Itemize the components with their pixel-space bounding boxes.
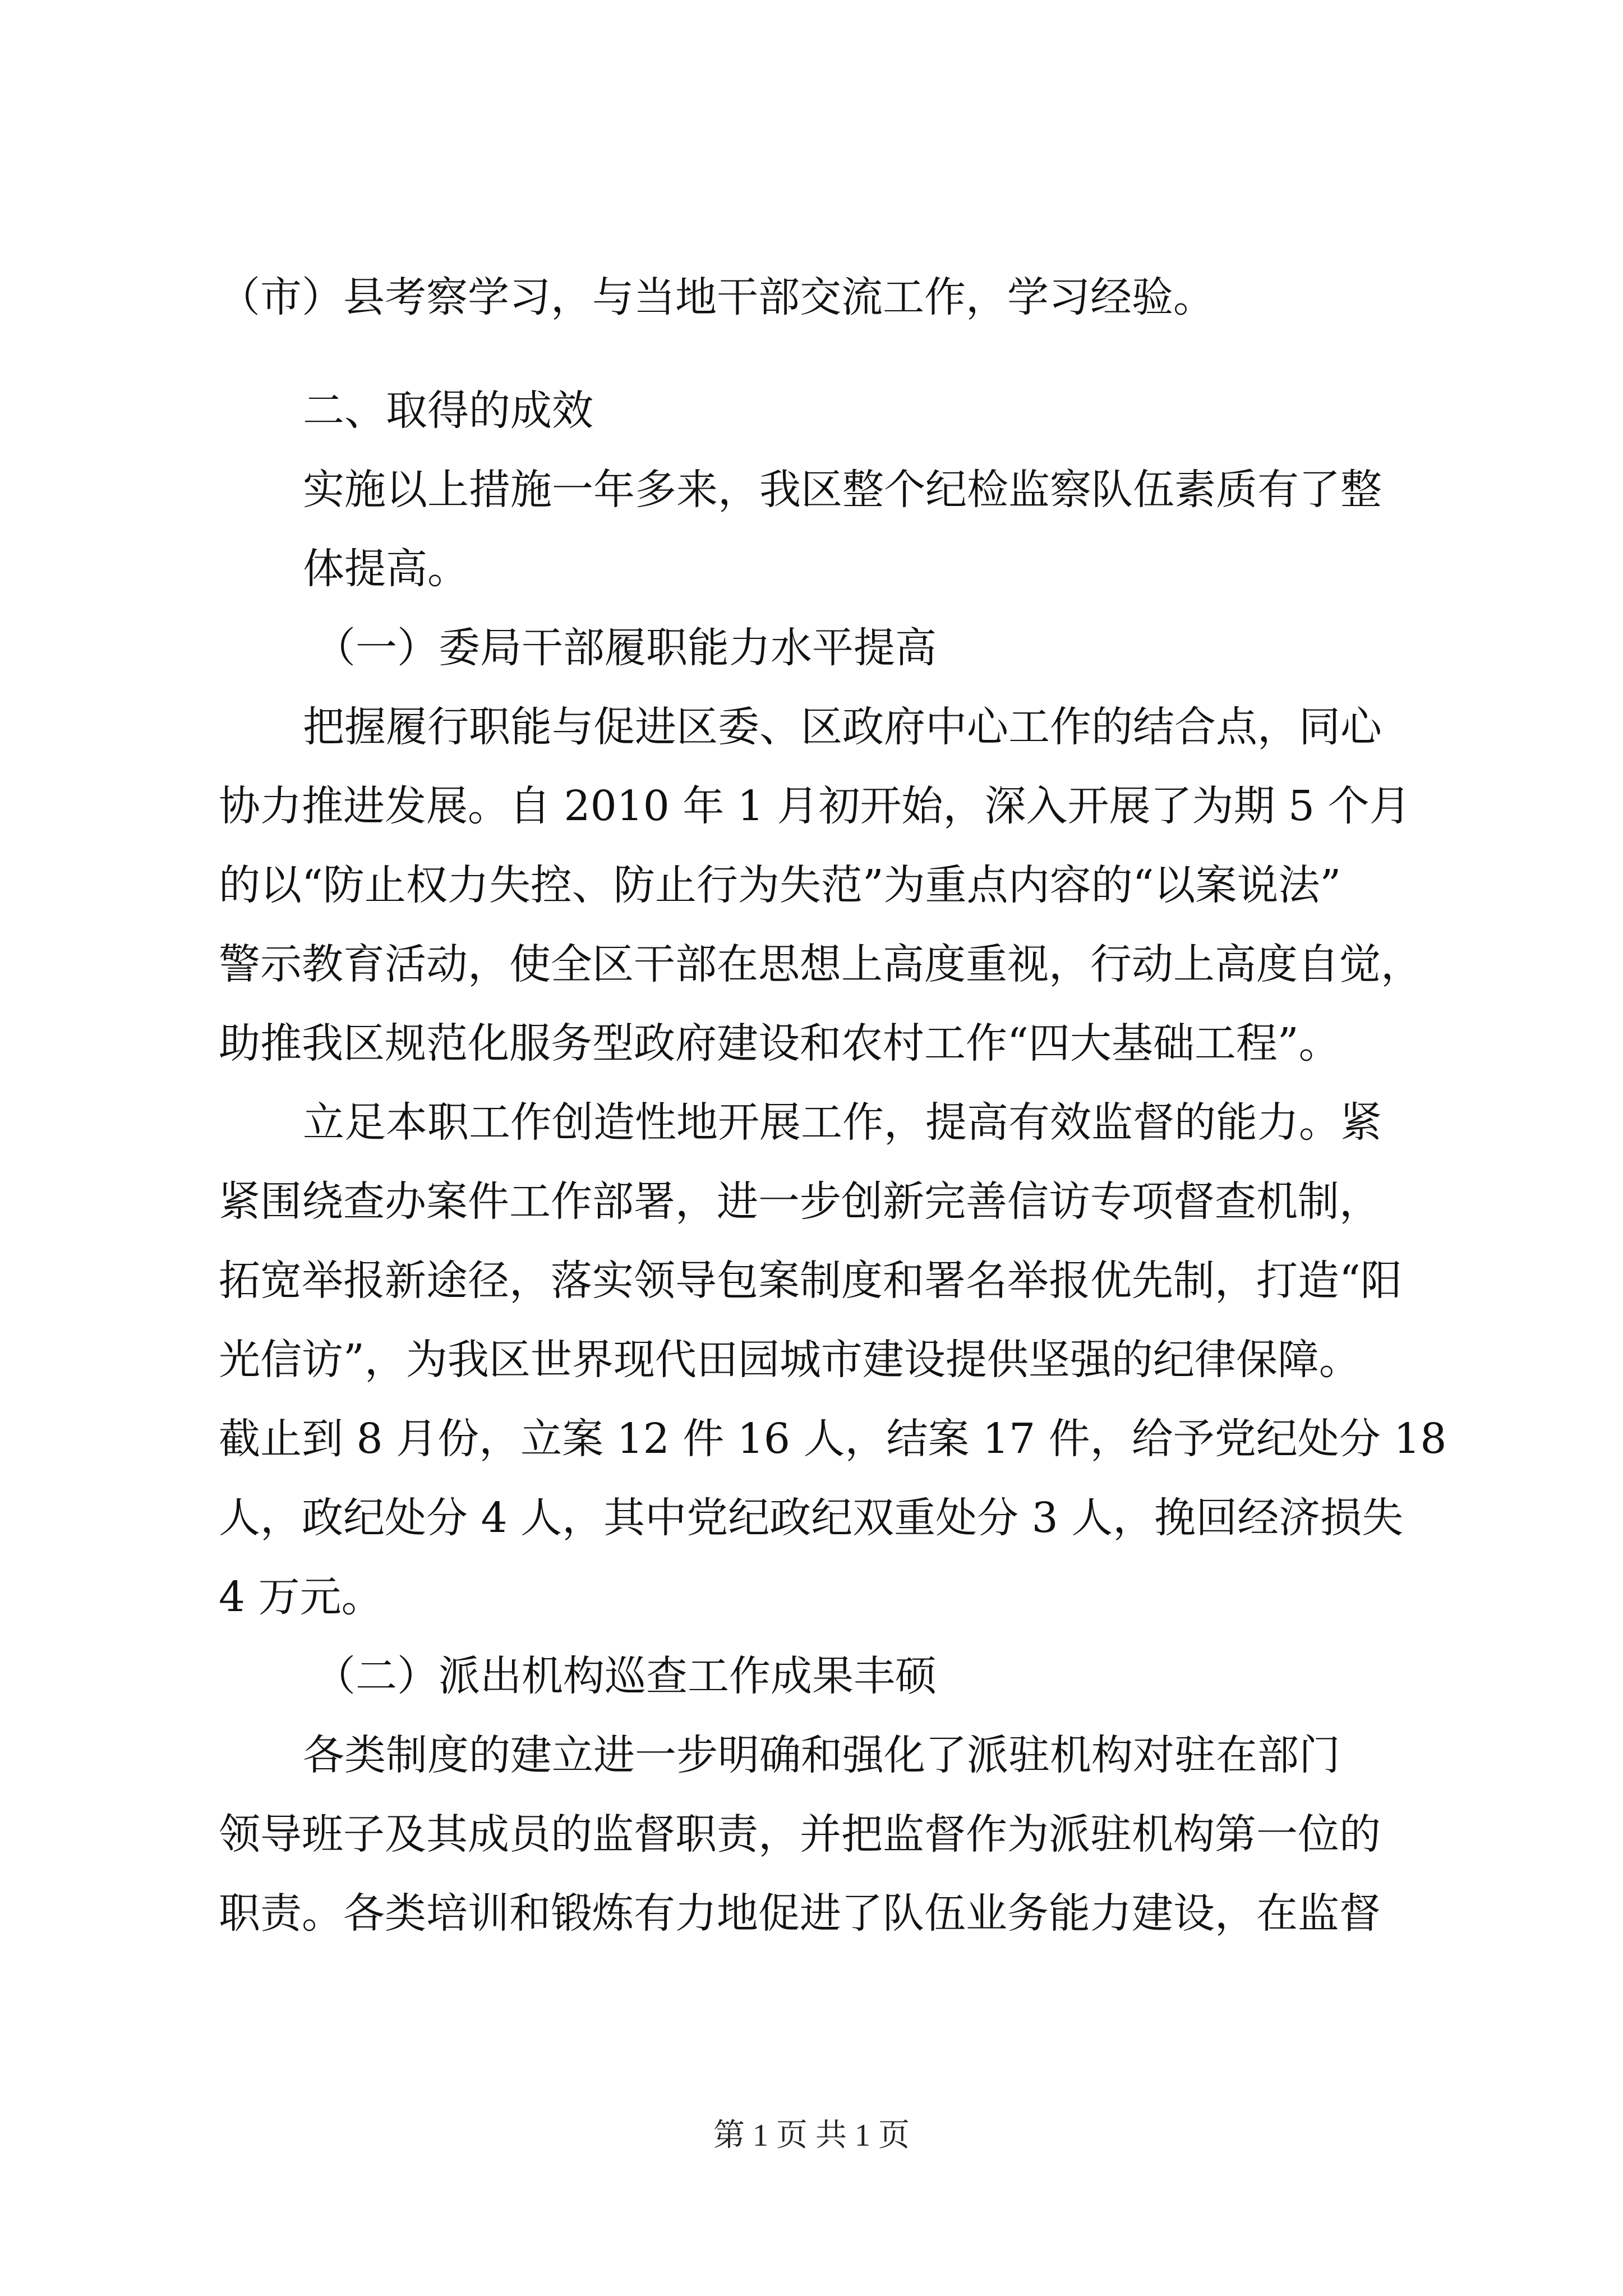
page-footer: 第 1 页 共 1 页 <box>713 2118 910 2153</box>
text-line: 的以“防止权力失控、防止行为失范”为重点内容的“以案说法” <box>219 861 1341 909</box>
text-line: 实施以上措施一年多来，我区整个纪检监察队伍素质有了整 <box>303 466 1382 514</box>
text-line: 协力推进发展。自 2010 年 1 月初开始，深入开展了为期 5 个月 <box>219 782 1411 830</box>
text-line: 紧围绕查办案件工作部署，进一步创新完善信访专项督查机制， <box>219 1177 1381 1226</box>
section-heading: 二、取得的成效 <box>303 386 593 435</box>
subsection-heading: （二）派出机构巡查工作成果丰硕 <box>314 1652 937 1700</box>
text-line: 助推我区规范化服务型政府建设和农村工作“四大基础工程”。 <box>219 1019 1340 1068</box>
text-line: 领导班子及其成员的监督职责，并把监督作为派驻机构第一位的 <box>219 1810 1381 1858</box>
text-line: 警示教育活动，使全区干部在思想上高度重视，行动上高度自觉， <box>219 940 1422 988</box>
text-line: 拓宽举报新途径，落实领导包案制度和署名举报优先制，打造“阳 <box>219 1257 1402 1305</box>
text-line: 截止到 8 月份，立案 12 件 16 人，结案 17 件，给予党纪处分 18 <box>219 1415 1447 1463</box>
text-line: 职责。各类培训和锻炼有力地促进了队伍业务能力建设，在监督 <box>219 1889 1381 1938</box>
text-line: 4 万元。 <box>219 1573 383 1621</box>
text-line: （市）县考察学习，与当地干部交流工作，学习经验。 <box>219 273 1215 321</box>
text-line: 各类制度的建立进一步明确和强化了派驻机构对驻在部门 <box>303 1731 1340 1779</box>
text-line: 立足本职工作创造性地开展工作，提高有效监督的能力。紧 <box>303 1098 1382 1147</box>
text-line: 体提高。 <box>303 545 469 593</box>
text-line: 光信访”，为我区世界现代田园城市建设提供坚强的纪律保障。 <box>219 1336 1361 1384</box>
text-line: 把握履行职能与促进区委、区政府中心工作的结合点，同心 <box>303 703 1382 751</box>
text-line: 人，政纪处分 4 人，其中党纪政纪双重处分 3 人，挽回经济损失 <box>219 1494 1404 1542</box>
subsection-heading: （一）委局干部履职能力水平提高 <box>314 624 937 672</box>
